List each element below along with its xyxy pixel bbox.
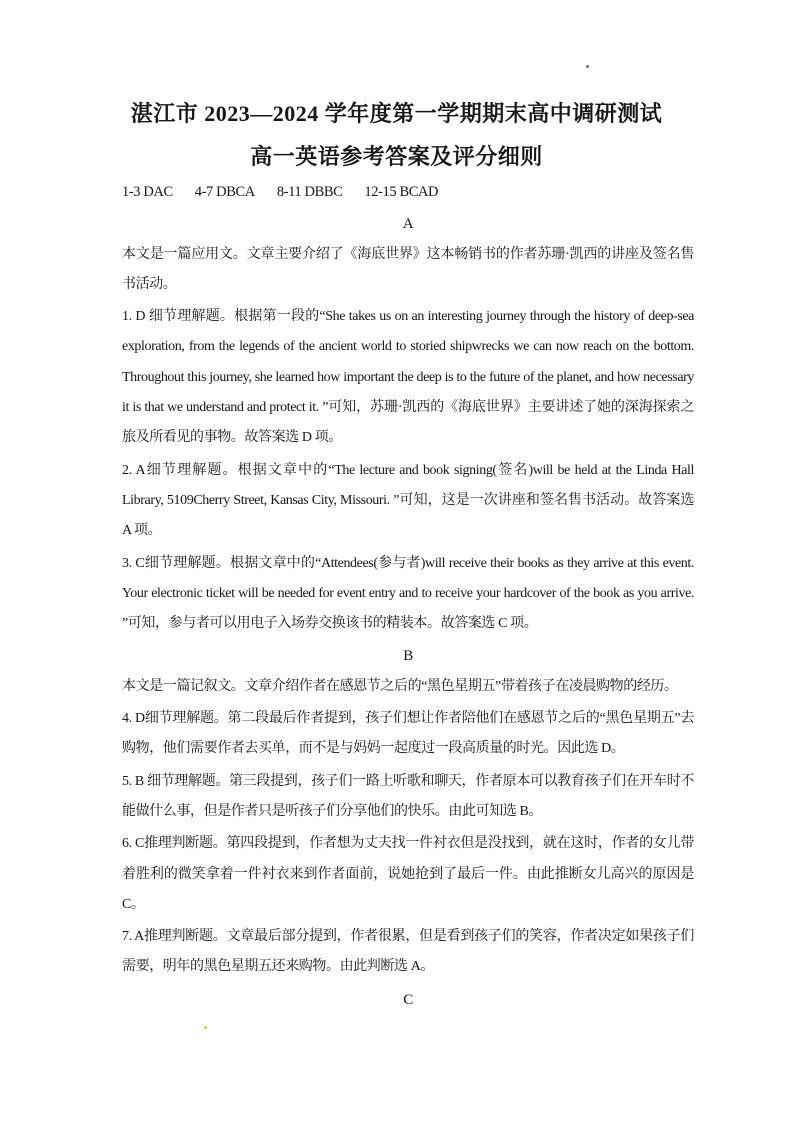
answer-key-group-4-7: 4-7 DBCA (194, 184, 255, 200)
section-heading-b: B (403, 648, 413, 665)
answer-key-group-8-11: 8-11 DBBC (276, 184, 343, 200)
document-title: 湛江市 2023—2024 学年度第一学期期末高中调研测试 (130, 101, 663, 126)
question-2-explanation: 2. A细节理解题。根据文章中的“The lecture and book signing(签名)will be held at the Linda Hall Library, 5109Cherry Street, Kansas City, Missouri. ”可知，这是一次讲座和签名售书活动。故答案选 A 项。 (122, 462, 694, 539)
question-7-explanation: 7. A推理判断题。文章最后部分提到，作者很累，但是看到孩子们的笑容，作者决定如果孩子们需要，明年的黑色星期五还来购物。由此判断选 A。 (122, 929, 694, 975)
question-5-explanation: 5. B 细节理解题。第三段提到，孩子们一路上听歌和聊天，作者原本可以教育孩子们在开车时不能做什么事，但是作者只是听孩子们分享他们的快乐。由此可知选 B。 (122, 773, 694, 819)
section-heading-c: C (403, 991, 413, 1008)
section-heading-a: A (402, 216, 414, 233)
question-4-explanation: 4. D细节理解题。第二段最后作者提到，孩子们想让作者陪他们在感恩节之后的“黑色星期五”去购物，他们需要作者去买单，而不是与妈妈一起度过一段高质量的时光。因此选 D。 (122, 711, 694, 757)
question-1-explanation: 1. D 细节理解题。根据第一段的“She takes us on an interesting journey through the history of deep-sea exploration, from the legends of the ancient world to storied shipwrecks we can now reach on the bottom. Throughout this journey, she learned how important the deep is to the future of the planet, and how necessary it is that we understand and protect it. ”可知，苏珊·凯西的《海底世界》主要讲述了她的深海探索之旅及所看见的事物。故答案选 D 项。 (122, 309, 694, 446)
answer-key-row (122, 177, 694, 207)
question-6-explanation: 6. C推理判断题。第四段提到，作者想为丈夫找一件衬衣但是没找到，就在这时，作者的女儿带着胜利的微笑拿着一件衬衣来到作者面前，说她抢到了最后一件。由此推断女儿高兴的原因是 C。 (122, 836, 694, 912)
section-b-summary: 本文是一篇记叙文。文章介绍作者在感恩节之后的“黑色星期五”带着孩子在凌晨购物的经历。 (122, 678, 678, 694)
answer-key-group-12-15: 12-15 BCAD (364, 184, 439, 200)
question-3-explanation: 3. C细节理解题。根据文章中的“Attendees(参与者)will receive their books as they arrive at this event. Your electronic ticket will be needed for event entry and to receive your hardcover of the book as you arrive. ”可知，参与者可以用电子入场券交换该书的精装本。故答案选 C 项。 (122, 555, 694, 632)
section-a-summary: 本文是一篇应用文。文章主要介绍了《海底世界》这本畅销书的作者苏珊·凯西的讲座及签名售书活动。 (122, 246, 694, 292)
document-subtitle: 高一英语参考答案及评分细则 (250, 144, 543, 169)
document-body (122, 177, 694, 1015)
scan-speck-artifact-top (586, 65, 589, 68)
answer-key-group-1-3: 1-3 DAC (122, 184, 173, 200)
scan-speck-artifact-bottom (204, 1026, 207, 1029)
